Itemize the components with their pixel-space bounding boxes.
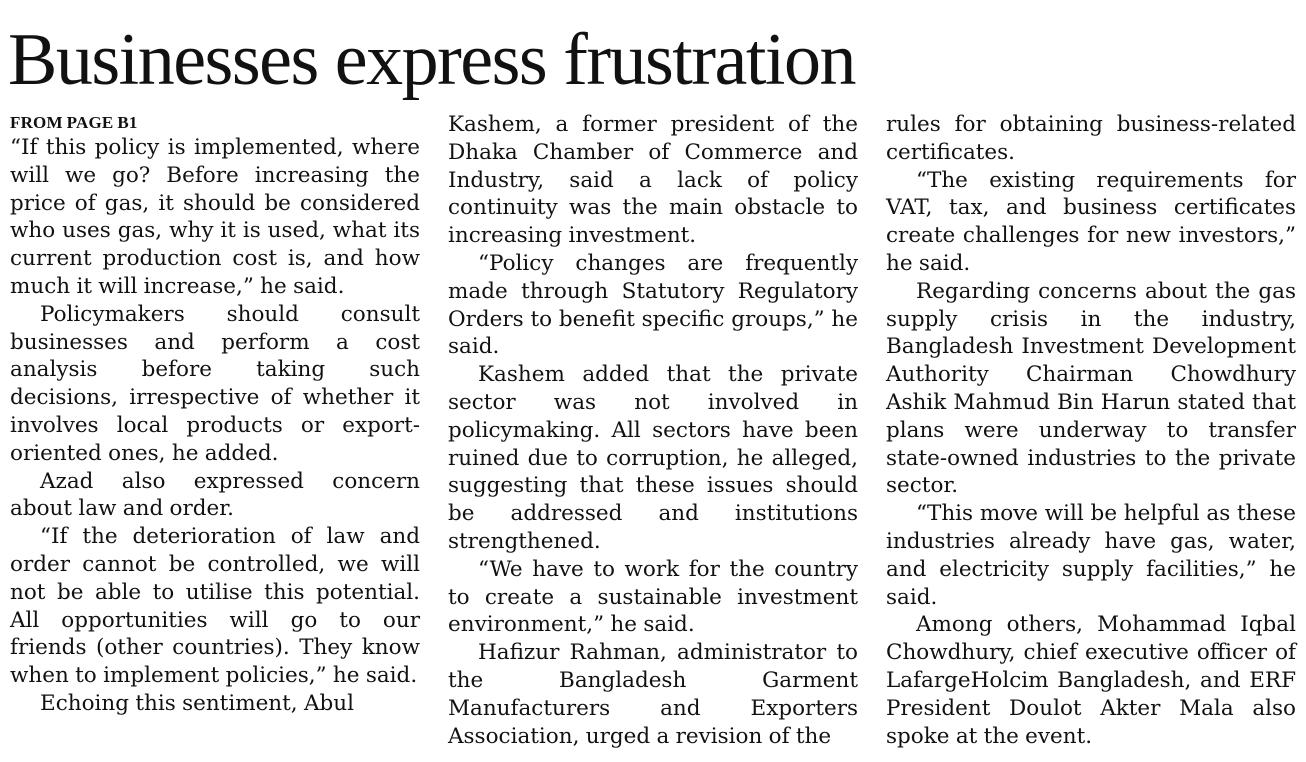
paragraph: Hafizur Rahman, administrator to the Bangladesh Garment Manufacturers and Exporters Association, urged a revision of the (448, 640, 858, 749)
paragraph: rules for obtaining business-related certificates. (886, 112, 1296, 165)
paragraph: Kashem added that the private sector was not involved in policymaking. All sectors have been ruined due to corruption, he alleged, suggesting that these issues should be addressed and institutions strengthened. (448, 362, 858, 554)
paragraph: “If the deterioration of law and order cannot be controlled, we will not be able to utilise this potential. All opportunities will go to our friends (other countries). They know when to implement policies,” he said. (10, 524, 420, 689)
column-3 (886, 111, 1296, 750)
paragraph: Policymakers should consult businesses and perform a cost analysis before taking such decisions, irrespective of whether it involves local products or export-oriented ones, he added. (10, 301, 420, 466)
paragraph: Azad also expressed concern about law and order. (10, 468, 420, 522)
paragraph: Regarding concerns about the gas supply crisis in the industry, Bangladesh Investment Development Authority Chairman Chowdhury Ashik Mahmud Bin Harun stated that plans were underway to transfer state-owned industries to the private sector. (886, 278, 1296, 499)
paragraph: Among others, Mohammad Iqbal Chowdhury, chief executive officer of LafargeHolcim Bangladesh, and ERF President Doulot Akter Mala also spoke at the event. (886, 612, 1296, 749)
headline: Businesses express frustration (8, 19, 855, 101)
paragraph: “Policy changes are frequently made through Statutory Regulatory Orders to benefit specific groups,” he said. (448, 250, 858, 360)
paragraph: Echoing this sentiment, Abul (40, 690, 354, 716)
page-continuation-kicker: FROM PAGE B1 (10, 113, 138, 132)
paragraph: “If this policy is implemented, where will we go? Before increasing the price of gas, it should be considered who uses gas, why it is used, what its current production cost is, and how much it will increase,” he said. (10, 135, 420, 299)
column-2 (448, 111, 858, 750)
paragraph: Kashem, a former president of the Dhaka Chamber of Commerce and Industry, said a lack of policy continuity was the main obstacle to increasing investment. (448, 112, 858, 249)
column-1 (10, 111, 420, 718)
paragraph: “The existing requirements for VAT, tax, and business certificates create challenges for new investors,” he said. (886, 167, 1296, 276)
paragraph: “This move will be helpful as these industries already have gas, water, and electricity supply facilities,” he said. (886, 501, 1296, 610)
paragraph: “We have to work for the country to create a sustainable investment environment,” he said. (448, 556, 858, 638)
